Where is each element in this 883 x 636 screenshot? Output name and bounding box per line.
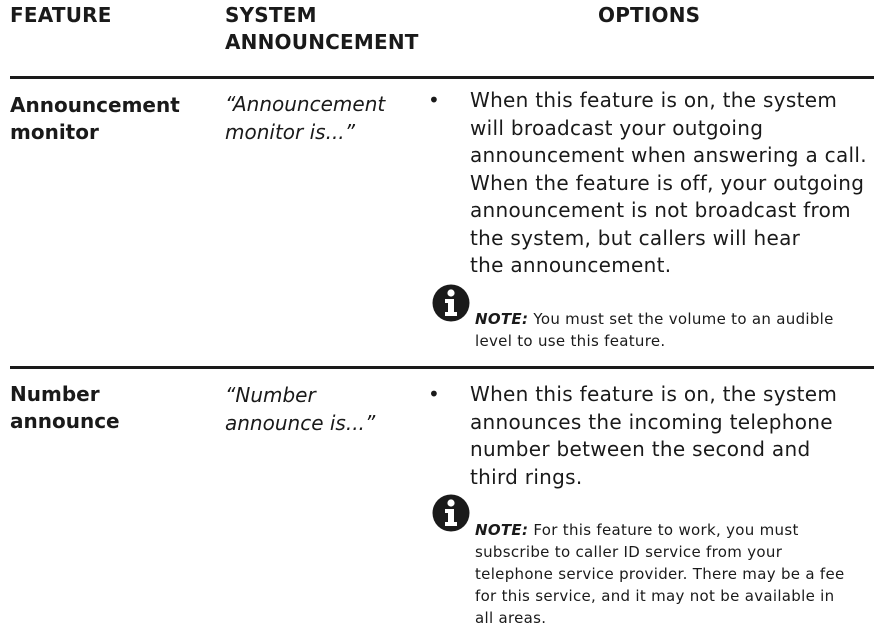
info-icon <box>432 494 470 532</box>
note-label: NOTE: <box>475 310 529 328</box>
note <box>475 519 870 629</box>
row-divider <box>10 366 874 369</box>
header-options: OPTIONS <box>598 3 701 27</box>
option-description: When this feature is on, the system will broadcast your outgoing announcement when answering a call. When the feature is off, your outgoing announcement is not broadcast from the system, but callers will hear the announcement. <box>470 88 867 277</box>
note-body: You must set the volume to an audible level to use this feature. <box>475 310 834 350</box>
option-description: When this feature is on, the system announces the incoming telephone number between the second and third rings. <box>470 382 838 489</box>
header-system-announcement: SYSTEM ANNOUNCEMENT <box>225 3 419 54</box>
header-divider <box>10 76 874 79</box>
system-announcement: “Announcement monitor is...” <box>225 92 386 144</box>
system-announcement: “Number announce is...” <box>225 383 376 435</box>
feature-name: Announcement monitor <box>10 93 180 144</box>
note <box>475 308 870 352</box>
info-icon <box>432 284 470 322</box>
header-feature: FEATURE <box>10 3 112 27</box>
feature-name: Number announce <box>10 382 120 433</box>
bullet: • <box>428 382 440 406</box>
bullet: • <box>428 88 440 112</box>
note-body: For this feature to work, you must subscribe to caller ID service from your telephone service provider. There may be a fee for this service, and it may not be available in all areas. <box>475 521 845 627</box>
note-label: NOTE: <box>475 521 529 539</box>
